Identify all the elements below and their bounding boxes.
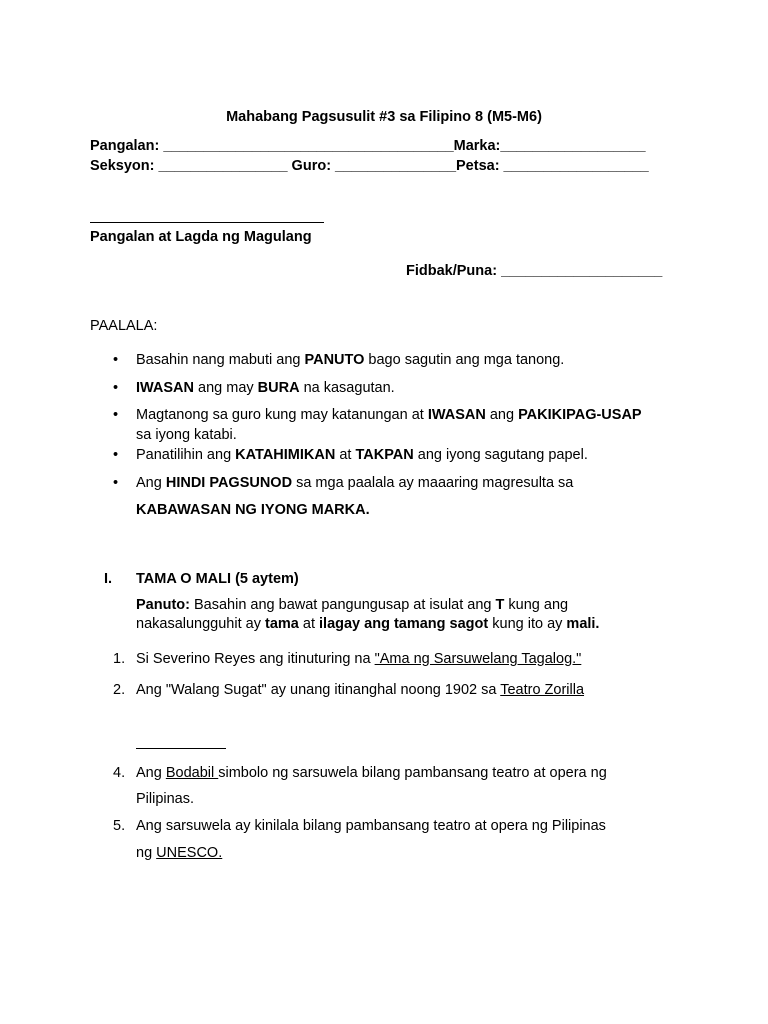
panuto-bold: T — [495, 597, 505, 613]
question-text: Pilipinas. — [136, 791, 195, 807]
question-number: 5. — [113, 818, 126, 834]
question-text: Ang "Walang Sugat" ay unang itinanghal noong 1902 sa — [136, 682, 501, 698]
panuto-line-2 — [136, 616, 599, 632]
paalala-bold: KATAHIMIKAN — [235, 447, 336, 463]
question-underlined: Bodabil — [165, 765, 219, 781]
paalala-text: ang may — [194, 380, 258, 396]
paalala-text: Basahin nang mabuti ang — [136, 352, 305, 368]
paalala-text: sa mga paalala ay maaaring magresulta sa — [292, 475, 574, 491]
paalala-bold: TAKPAN — [355, 447, 414, 463]
bullet-icon: • — [113, 475, 119, 491]
fidbak-line: Fidbak/Puna: ____________________ — [406, 263, 663, 279]
paalala-text: Magtanong sa guro kung may katanungan at — [136, 407, 428, 423]
paalala-text: sa iyong katabi. — [136, 427, 237, 443]
panuto-line-1 — [136, 597, 568, 613]
pangalan-marka-line: Pangalan: ____________________________________Marka:__________________ — [90, 138, 646, 154]
bullet-icon: • — [113, 380, 119, 396]
section-heading: TAMA O MALI (5 aytem) — [136, 571, 299, 587]
parent-signature-label: Pangalan at Lagda ng Magulang — [90, 229, 312, 245]
paalala-heading: PAALALA: — [90, 318, 158, 334]
paalala-text: at — [335, 447, 356, 463]
question-underlined: Teatro Zorilla — [500, 682, 585, 698]
question-text: Ang sarsuwela ay kinilala bilang pambansang teatro at opera ng Pilipinas — [136, 818, 606, 834]
paalala-text: Ang — [136, 475, 166, 491]
bullet-icon: • — [113, 407, 119, 423]
answer-blank-line — [136, 748, 226, 749]
question-underlined: "Ama ng Sarsuwelang Tagalog." — [374, 651, 582, 667]
panuto-text: kung ito ay — [488, 616, 567, 632]
question-text: ng — [136, 845, 157, 861]
paalala-text: bago sagutin ang mga tanong. — [364, 352, 565, 368]
paalala-bold: IWASAN — [427, 407, 486, 423]
bullet-icon: • — [113, 447, 119, 463]
paalala-text: ang iyong sagutang papel. — [413, 447, 588, 463]
panuto-bold: mali. — [566, 616, 600, 632]
panuto-label: Panuto: — [136, 597, 190, 613]
section-numeral: I. — [104, 571, 113, 587]
question-underlined: UNESCO. — [156, 845, 223, 861]
panuto-text: kung ang — [504, 597, 569, 613]
parent-signature-line — [90, 222, 324, 223]
question-number: 1. — [113, 651, 126, 667]
seksyon-guro-petsa-line: Seksyon: ________________ Guro: _______________Petsa: __________________ — [90, 158, 649, 174]
panuto-text: Basahin ang bawat pangungusap at isulat ang — [189, 597, 496, 613]
panuto-bold: tama — [265, 616, 299, 632]
paalala-bold: KABAWASAN NG IYONG MARKA. — [136, 502, 370, 518]
page-title: Mahabang Pagsusulit #3 sa Filipino 8 (M5-M6) — [226, 109, 542, 125]
panuto-text: nakasalungguhit ay — [136, 616, 265, 632]
paalala-bold: HINDI PAGSUNOD — [165, 475, 293, 491]
panuto-text: at — [298, 616, 320, 632]
panuto-bold: ilagay ang tamang sagot — [319, 616, 489, 632]
question-text: simbolo ng sarsuwela bilang pambansang teatro at opera ng — [218, 765, 607, 781]
paalala-bold: PANUTO — [304, 352, 365, 368]
question-text: Si Severino Reyes ang itinuturing na — [136, 651, 375, 667]
paalala-text: ang — [485, 407, 519, 423]
paalala-text: na kasagutan. — [299, 380, 395, 396]
question-number: 2. — [113, 682, 126, 698]
paalala-bold: BURA — [257, 380, 300, 396]
question-number: 4. — [113, 765, 126, 781]
question-text: Ang — [136, 765, 166, 781]
paalala-text: Panatilihin ang — [136, 447, 236, 463]
paalala-bold: IWASAN — [136, 380, 194, 396]
paalala-bold: PAKIKIPAG-USAP — [518, 407, 642, 423]
bullet-icon: • — [113, 352, 119, 368]
